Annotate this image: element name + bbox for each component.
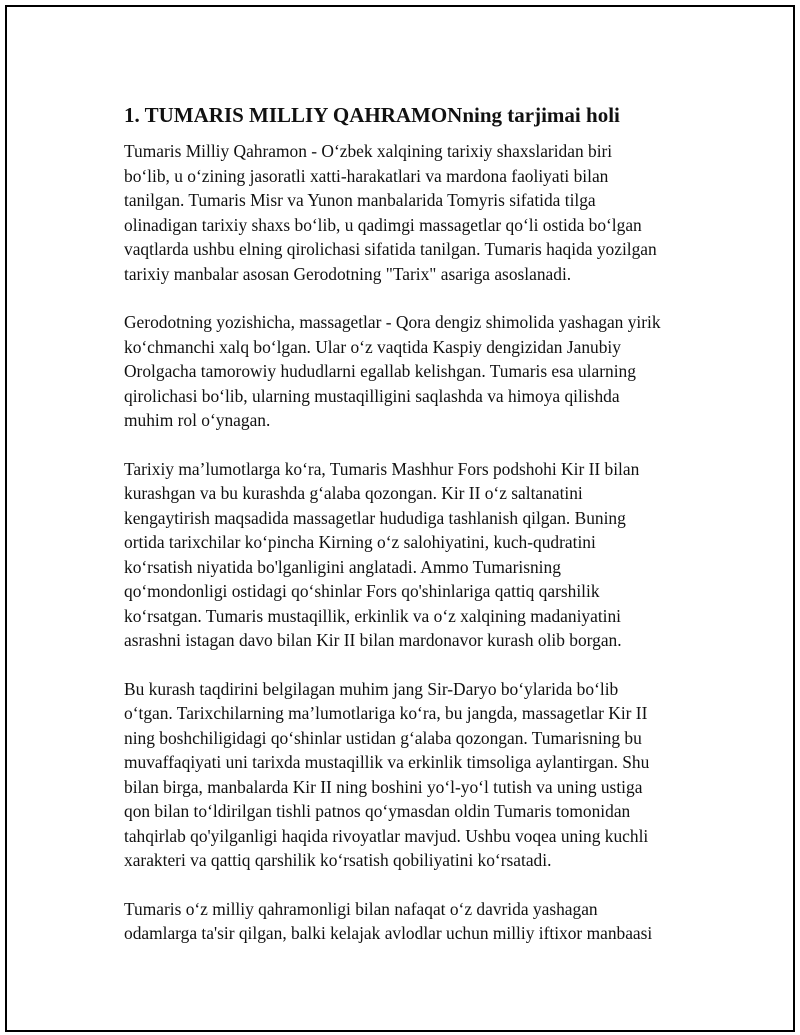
text-line: ortida tarixchilar ko‘pincha Kirning o‘z salohiyatini, kuch-qudratini	[124, 532, 596, 552]
text-line: Gerodotning yozishicha, massagetlar - Qora dengiz shimolida yashagan yirik	[124, 312, 661, 332]
text-line: qirolichasi bo‘lib, ularning mustaqilligini saqlashda va himoya qilishda	[124, 385, 620, 406]
text-line: kengaytirish maqsadida massagetlar hududiga tashlanish qilgan. Buning	[124, 507, 626, 528]
text-line: ko‘rsatish niyatida bo'lganligini anglatadi. Ammo Tumarisning	[124, 556, 561, 577]
text-line: muvaffaqiyati uni tarixda mustaqillik va erkinlik timsoliga aylantirgan. Shu	[124, 752, 650, 772]
text-line: xarakteri va qattiq qarshilik ko‘rsatish qobiliyatini ko‘rsatadi.	[124, 850, 552, 870]
text-line: Orolgacha tamorowiy hududlarni egallab kelishgan. Tumaris esa ularning	[124, 361, 636, 381]
text-line: qon bilan to‘ldirilgan tishli patnos qo‘ymasdan oldin Tumaris tomonidan	[124, 801, 631, 821]
paragraph-cyrus-war	[124, 457, 704, 653]
text-line: asrashni istagan davo bilan Kir II bilan mardonavor kurash olib borgan.	[124, 630, 622, 650]
paragraph-battle	[124, 677, 704, 873]
text-line: bilan birga, manbalarda Kir II ning boshini yo‘l-yo‘l tutish va uning ustiga	[124, 776, 643, 797]
text-line: Tumaris o‘z milliy qahramonligi bilan nafaqat o‘z davrida yashagan	[124, 898, 598, 919]
text-line: ning boshchiligidagi qo‘shinlar ustidan g‘alaba qozongan. Tumarisning bu	[124, 727, 642, 748]
text-line: vaqtlarda ushbu elning qirolichasi sifatida tanilgan. Tumaris haqida yozilgan	[124, 239, 657, 259]
text-line: bo‘lib, u o‘zining jasoratli xatti-harakatlari va mardona faoliyati bilan	[124, 165, 609, 186]
text-line: tanilgan. Tumaris Misr va Yunon manbalarida Tomyris sifatida tilga	[124, 190, 596, 210]
text-line: kurashgan va bu kurashda g‘alaba qozongan. Kir II o‘z saltanatini	[124, 483, 583, 503]
text-line: odamlarga ta'sir qilgan, balki kelajak avlodlar uchun milliy iftixor manbaasi	[124, 923, 653, 943]
paragraph-intro	[124, 139, 704, 286]
document-body	[124, 101, 704, 970]
text-line: qo‘mondonligi ostidagi qo‘shinlar Fors qo'shinlariga qattiq qarshilik	[124, 581, 600, 601]
text-line: Bu kurash taqdirini belgilagan muhim jang Sir-Daryo bo‘ylarida bo‘lib	[124, 678, 619, 699]
page-frame	[5, 5, 795, 1032]
text-line: tarixiy manbalar asosan Gerodotning "Tarix" asariga asoslanadi.	[124, 263, 572, 284]
text-line: Tumaris Milliy Qahramon - O‘zbek xalqining tarixiy shaxslaridan biri	[124, 141, 613, 161]
paragraph-massagetae	[124, 310, 704, 433]
text-line: Tarixiy ma’lumotlarga ko‘ra, Tumaris Mashhur Fors podshohi Kir II bilan	[124, 458, 640, 479]
text-line: ko‘rsatgan. Tumaris mustaqillik, erkinlik va o‘z xalqining madaniyatini	[124, 605, 622, 626]
text-line: olinadigan tarixiy shaxs bo‘lib, u qadimgi massagetlar qo‘li ostida bo‘lgan	[124, 214, 642, 235]
text-line: ko‘chmanchi xalq bo‘lgan. Ular o‘z vaqtida Kaspiy dengizidan Janubiy	[124, 336, 621, 357]
text-line: tahqirlab qo'yilganligi haqida rivoyatlar mavjud. Ushbu voqea uning kuchli	[124, 825, 649, 846]
text-line: o‘tgan. Tarixchilarning ma’lumotlariga ko‘ra, bu jangda, massagetlar Kir II	[124, 703, 648, 723]
text-line: muhim rol o‘ynagan.	[124, 410, 271, 430]
document-title: 1. TUMARIS MILLIY QAHRAMONning tarjimai holi	[124, 103, 620, 127]
paragraph-legacy	[124, 897, 704, 946]
